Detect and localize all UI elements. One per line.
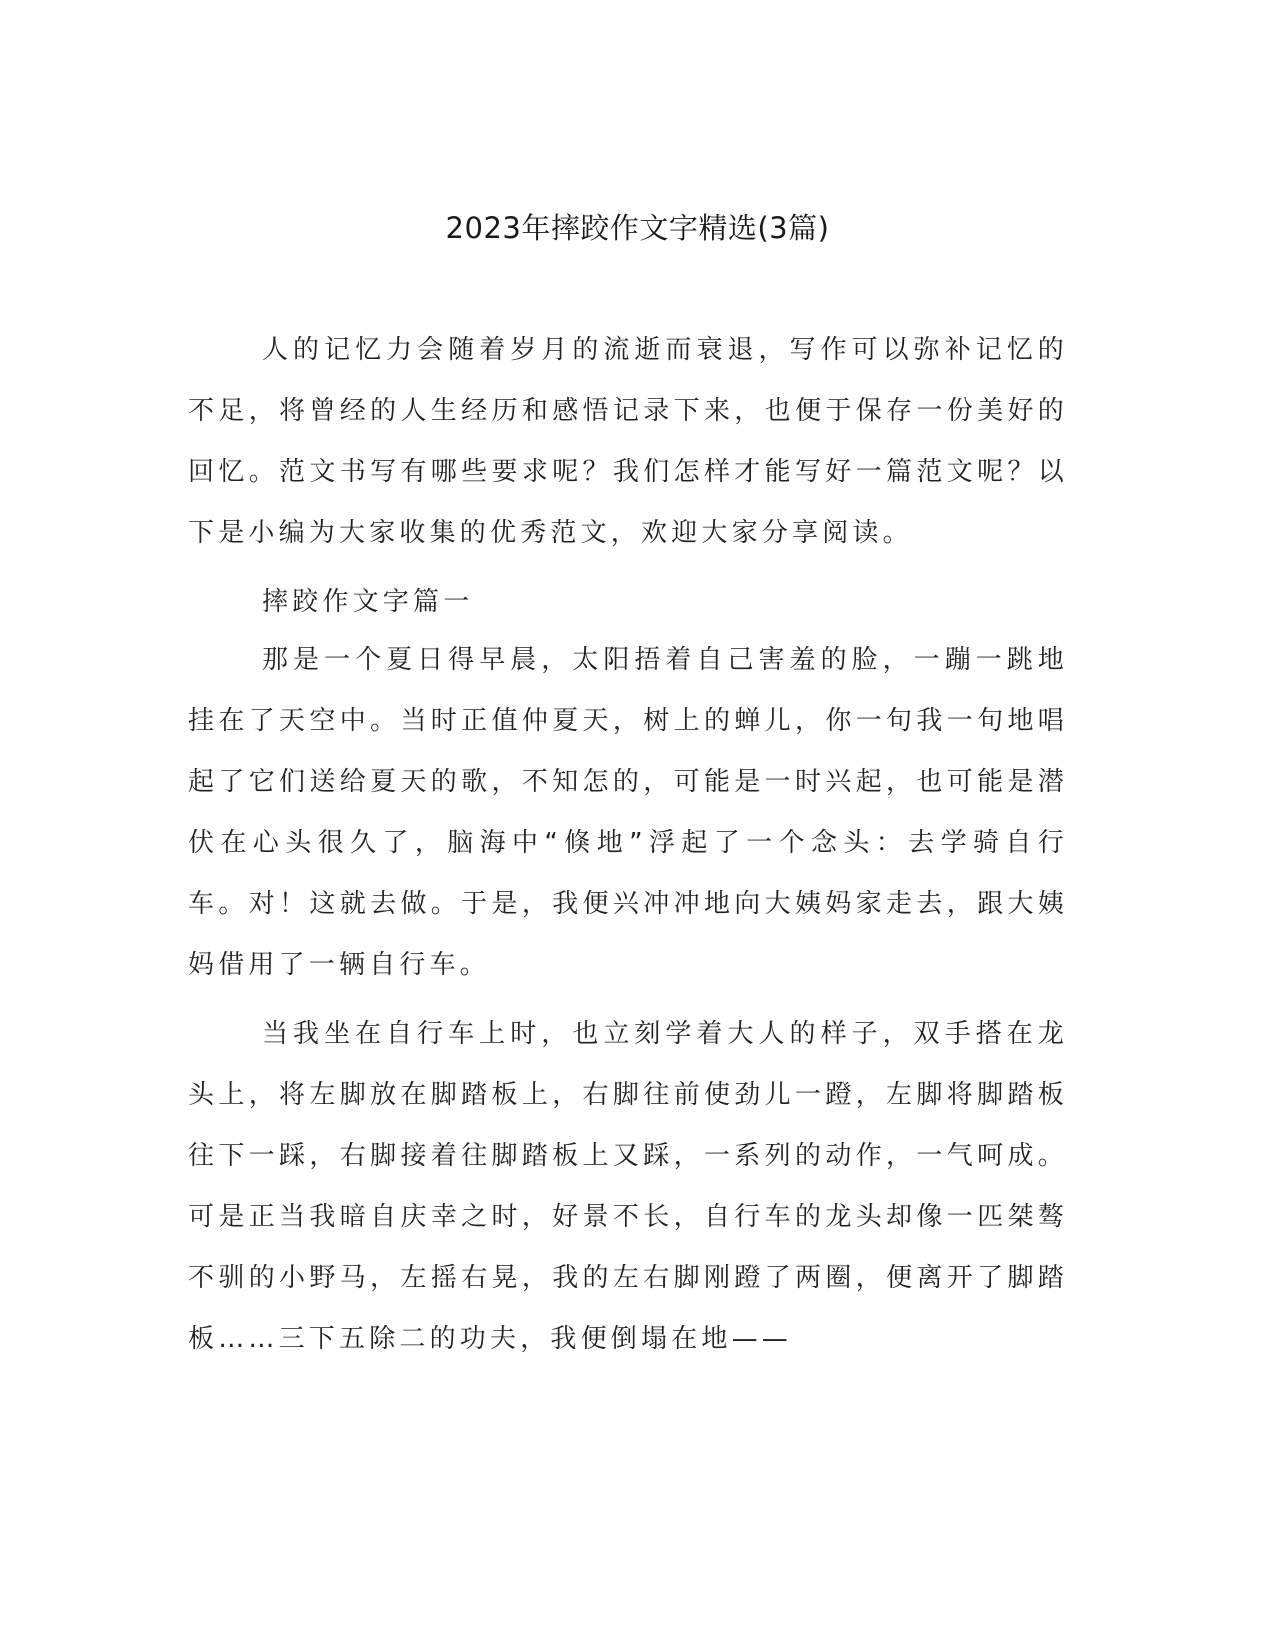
intro-paragraph: 人的记忆力会随着岁月的流逝而衰退，写作可以弥补记忆的不足，将曾经的人生经历和感悟记录下来，也便于保存一份美好的回忆。范文书写有哪些要求呢？我们怎样才能写好一篇范文呢？以下是小编为大家收集的优秀范文，欢迎大家分享阅读。	[188, 335, 1068, 548]
body-paragraph: 当我坐在自行车上时，也立刻学着大人的样子，双手搭在龙头上，将左脚放在脚踏板上，右脚往前使劲儿一蹬，左脚将脚踏板往下一踩，右脚接着往脚踏板上又踩，一系列的动作，一气呵成。可是正当我暗自庆幸之时，好景不长，自行车的龙头却像一匹桀骜不驯的小野马，左摇右晃，我的左右脚刚蹬了两圈，便离开了脚踏板……三下五除二的功夫，我便倒塌在地——	[188, 1019, 1068, 1354]
document-title: 2023年摔跤作文字精选(3篇)	[445, 211, 830, 245]
body-paragraph: 那是一个夏日得早晨，太阳捂着自己害羞的脸，一蹦一跳地挂在了天空中。当时正值仲夏天，树上的蝉儿，你一句我一句地唱起了它们送给夏天的歌，不知怎的，可能是一时兴起，也可能是潜伏在心头很久了，脑海中“倏地”浮起了一个念头：去学骑自行车。对！这就去做。于是，我便兴冲冲地向大姨妈家走去，跟大姨妈借用了一辆自行车。	[188, 645, 1068, 980]
section-heading: 摔跤作文字篇一	[262, 587, 474, 617]
